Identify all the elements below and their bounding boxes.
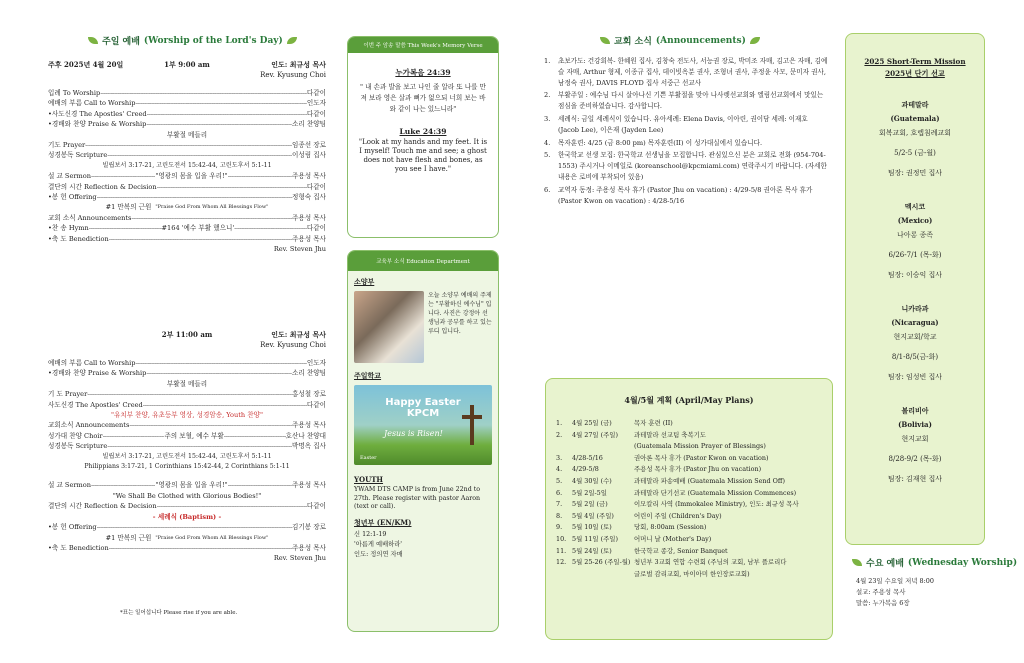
dotted-leader: [147, 109, 307, 119]
plan-number: 1.: [556, 419, 563, 427]
order-item-leader: 호산나 찬양대: [285, 431, 326, 440]
order-list: [48, 88, 326, 130]
plan-number: [556, 441, 572, 453]
wednesday-title: 수요 예배: [866, 559, 904, 569]
order-item-label: 사도신경 The Apostles' Creed: [48, 400, 143, 409]
mission-country-ko: 니카라과: [901, 304, 929, 313]
announcement-text: 초보가도: 건강회복- 한혜원 집사, 김창숙 전도사, 서능권 장로, 박미조 자매, 김고은 자매, 김예슬 자매, Arthur 형제, 이종규 집사, 데이빗옥분 권사, 조형녀 권사, 주정윤 사모, 문미자 권사, 남정숙 권사, DAVIS FLOYD 집사 서중근 선교사: [558, 57, 828, 87]
memory-verse-en: "Look at my hands and my feet. It is I myself! Touch me and see; a ghost does not have flesh and bones, as you see I have.": [358, 138, 488, 173]
plan-date: 5월 24일 (토): [572, 546, 612, 555]
dotted-leader: [143, 400, 307, 410]
dotted-leader: [107, 150, 292, 160]
worship-heading: [88, 34, 297, 47]
youth-dept-title: 소양부: [354, 277, 375, 286]
order-item-leader: 다같이: [306, 109, 326, 118]
benediction-leader: Rev. Steven Jhu: [273, 554, 326, 563]
order-item-label: •축 도 Benediction: [48, 234, 109, 243]
dotted-leader: [228, 480, 292, 490]
leaf-icon: [287, 37, 297, 44]
plan-row: [556, 499, 826, 511]
order-line: [48, 171, 326, 181]
dotted-leader: [85, 140, 292, 150]
order-item-leader: 정형숙 집사: [292, 193, 326, 202]
order-item-label: 교회소식 Announcements: [48, 421, 130, 430]
dotted-leader: [89, 223, 162, 233]
plan-number: 10.: [556, 534, 567, 543]
wednesday-line-2: 설교: 주용성 목사: [856, 588, 906, 596]
plan-number: [556, 569, 572, 581]
mission-place: 회복교회, 호렙침례교회: [878, 129, 952, 137]
order-item-leader: 주용성 목사: [292, 172, 326, 181]
order-item-label: 입례 To Worship: [48, 89, 101, 97]
plan-row: [556, 418, 826, 430]
plan-event: 목자 훈련 (II): [634, 419, 673, 427]
order-item-leader: 임종선 장로: [292, 141, 326, 150]
young-adult-title: 청년부 (EN/KM): [354, 517, 412, 527]
mission-country-ko: 볼리비아: [901, 406, 929, 415]
order-item-label: 결단의 시간 Reflection & Decision: [48, 182, 157, 191]
announcements-title: 교회 소식: [614, 37, 652, 47]
order-line: [48, 543, 326, 553]
plan-date: 5월 25-26 (주일-월): [572, 558, 631, 567]
announcement-number: 4.: [544, 138, 551, 147]
mission-leader: 팀장: 김재현 집사: [887, 475, 943, 483]
education-box: [347, 250, 499, 632]
order-item-label: 성경봉독 Scripture: [48, 151, 108, 160]
plans-box: [545, 378, 833, 640]
order-list: [48, 522, 326, 532]
wednesday-line-1: 4월 23일 수요일 저녁 8:00: [856, 577, 934, 585]
order-line: [48, 358, 326, 368]
mission-place: 현지교회: [901, 435, 929, 443]
mission-country-ko: 멕시코: [904, 202, 926, 211]
plan-date: 4월 27일 (주일): [572, 430, 618, 439]
order-item-label: 결단의 시간 Reflection & Decision: [48, 502, 157, 511]
announcements-heading: [600, 34, 760, 47]
order-line: [48, 501, 326, 511]
plan-date: 4/28-5/16: [572, 453, 603, 462]
education-header: 교육부 소식 Education Department: [348, 251, 498, 271]
mission-country-ko: 과테말라: [901, 100, 929, 109]
order-line: [48, 140, 326, 150]
worship-title: 주일 예배: [102, 37, 140, 47]
baptism-line: - 세례식 (Baptism) -: [152, 512, 222, 521]
doxology: #1 만복의 근원: [105, 203, 152, 212]
cross-icon: [470, 405, 474, 445]
mission-country-en: (Nicaragua): [891, 318, 939, 327]
order-item-leader: 소리 찬양팀: [292, 120, 326, 129]
announcement-text: 세례식: 금일 세례식이 있습니다. 유아세례: Elena Davis, 이아린, 권이담 세례: 이재호 (Jacob Lee), 이은재 (Jayden Lee): [558, 114, 808, 134]
plan-event: 이모칼리 사역 (Immokalee Ministry), 인도: 최규성 목사: [634, 500, 799, 509]
announcement-item: [544, 90, 830, 112]
order-list: [48, 480, 326, 490]
plan-number: 2.: [556, 430, 563, 439]
order-item-leader: 박명옥 집사: [292, 442, 326, 451]
benediction-leader: Rev. Steven Jhu: [273, 245, 326, 254]
announcement-item: [544, 114, 830, 136]
dotted-leader: [87, 389, 292, 399]
announcement-text: 한국학교 선생 모집: 한국학교 선생님을 모집합니다. 관심있으신 분은 교회로 전화 (954-704-1553) 주시거나 이메일로 (koreanschool@kpcmiami.com) 연락주시기 바랍니다. (자세한 내용은 로비에 부착되어 있음): [558, 151, 827, 181]
mission-group: [846, 302, 984, 384]
plan-date: 5월 4일 (주일): [572, 511, 614, 520]
order-item-leader: 다같이: [306, 502, 326, 511]
scripture-ref-en: Philippians 3:17-21, 1 Corinthians 15:42-44, 2 Corinthians 5:1-11: [84, 463, 290, 471]
plan-row: [556, 488, 826, 500]
special-program: "유치부 찬양, 유초등부 영상, 성경암송, Youth 찬양": [110, 411, 264, 420]
plan-date: 5월 11일 (주일): [572, 534, 618, 543]
plan-number: 9.: [556, 523, 563, 532]
order-item-detail: "영광의 몸을 입을 우리!": [155, 172, 228, 181]
plan-date: 4/29-5/8: [572, 465, 599, 474]
order-line: [48, 431, 326, 441]
announcement-item: [544, 56, 830, 88]
order-line: [48, 223, 326, 233]
dotted-leader: [107, 441, 292, 451]
scripture-ref: 빌립보서 3:17-21, 고린도전서 15:42-44, 고린도후서 5:1-11: [102, 161, 272, 169]
memory-verse-header: 이번 주 암송 말씀 This Week's Memory Verse: [348, 37, 498, 53]
leaf-icon: [852, 559, 862, 566]
announcement-number: 6.: [544, 185, 551, 194]
order-line: [48, 150, 326, 160]
mission-dates: 8/28-9/2 (목-화): [888, 455, 942, 463]
plan-event: 어린이 주일 (Children's Day): [634, 511, 722, 520]
mission-country-en: (Mexico): [897, 216, 933, 225]
plan-event: 권아론 목사 휴가 (Pastor Kwon on vacation): [634, 453, 769, 462]
plan-row: [556, 430, 826, 442]
young-adult-line-2: '아름게 예배하라': [354, 540, 403, 548]
plan-row: [556, 569, 826, 581]
easter-line-3: Jesus is Risen!: [384, 429, 443, 438]
doxology-en: "Praise God From Whom All Blessings Flow": [155, 534, 269, 541]
order-line: [48, 213, 326, 223]
order-list: [48, 420, 326, 451]
plans-title: 4월/5월 계획 (April/May Plans): [624, 395, 754, 405]
order-item-leader: 홍성철 장로: [292, 390, 326, 399]
announcement-item: [544, 185, 830, 207]
mission-title-ko: 2025년 단기 선교: [885, 69, 945, 78]
order-item-leader: 다같이: [306, 89, 326, 97]
order-item-leader: 다같이: [306, 400, 326, 409]
order-line: [48, 389, 326, 399]
memory-ref-en: Luke 24:39: [399, 127, 447, 136]
order-item-label: •축 도 Benediction: [48, 543, 109, 552]
order-item-leader: 주용성 목사: [292, 543, 326, 552]
order-item-label: •찬 송 Hymn: [48, 224, 89, 233]
wednesday-details: [856, 576, 934, 609]
order-item-label: •경배와 찬양 Praise & Worship: [48, 120, 147, 129]
plans-list: [556, 418, 826, 580]
celebrate-line: 부활절 메들리: [166, 130, 208, 139]
order-item-leader: 이성림 집사: [292, 151, 326, 160]
order-list: [48, 389, 326, 410]
mission-leader: 팀장: 임성빈 집사: [887, 373, 943, 381]
announcement-item: [544, 150, 830, 182]
plan-event: 글로벌 감리교회, 마이아미 한인장로교회): [634, 569, 750, 578]
wednesday-title-en: (Wednesday Worship): [907, 557, 1018, 568]
order-list: [48, 543, 326, 553]
plan-date: 4월 30일 (수): [572, 476, 612, 485]
plan-date: [572, 569, 634, 581]
mission-box: [845, 33, 985, 545]
mission-dates: 6/26-7/1 (목-화): [888, 251, 942, 259]
announcement-text: 부활주일 : 예수님 다시 살아나신 기쁜 부활절을 맞아 나사렛선교회와 엘림선교회에서 맛있는 점심을 준비하였습니다. 감사합니다.: [558, 91, 824, 111]
plan-number: 7.: [556, 500, 563, 509]
plan-number: 12.: [556, 558, 567, 567]
plan-row: [556, 441, 826, 453]
order-list: [48, 171, 326, 202]
young-adult-line-1: 신 12:1-19: [354, 530, 387, 538]
wednesday-line-3: 말씀: 누가복음 6장: [856, 599, 910, 607]
order-item-label: 설 교 Sermon: [48, 172, 91, 181]
plan-row: [556, 476, 826, 488]
dotted-leader: [91, 171, 155, 181]
dotted-leader: [97, 522, 293, 532]
youth-dept-text: 오늘 소양부 예배의 주제는 "부활하신 예수님" 입니다. 사진은 강정아 선생님과 공부를 하고 있는 루디 입니다.: [428, 292, 492, 335]
order-item-leader: 주용성 목사: [292, 481, 326, 490]
order-item-label: 성가대 찬양 Choir: [48, 431, 103, 440]
service-2: [48, 330, 326, 564]
order-item-leader: 주용성 목사: [292, 213, 326, 222]
dotted-leader: [109, 234, 292, 244]
order-item-label: 예배의 부름 Call to Worship: [48, 99, 136, 108]
plan-date: 5월 2일-5일: [572, 488, 607, 497]
mission-country-en: (Guatemala): [890, 114, 940, 123]
leaf-icon: [88, 37, 98, 44]
mission-country-en: (Bolivia): [898, 420, 932, 429]
plan-row: [556, 453, 826, 465]
dotted-leader: [131, 213, 292, 223]
plan-event: 과테말라 파송예배 (Guatemala Mission Send Off): [634, 476, 785, 485]
dotted-leader: [157, 501, 307, 511]
dotted-leader: [234, 223, 307, 233]
order-line: [48, 522, 326, 532]
dotted-leader: [157, 182, 307, 192]
order-item-leader: 김기봉 장로: [292, 523, 326, 532]
youth-title: YOUTH: [354, 475, 384, 484]
order-item-label: 성경봉독 Scripture: [48, 442, 108, 451]
order-item-leader: 다같이: [306, 182, 326, 191]
order-list: [48, 358, 326, 379]
plan-date: 4월 25일 (금): [572, 419, 612, 427]
order-item-label: 교회 소식 Announcements: [48, 213, 132, 222]
plan-event: (Guatemala Mission Prayer of Blessings): [634, 442, 766, 451]
order-list: [48, 140, 326, 161]
order-line: [48, 400, 326, 410]
dotted-leader: [100, 88, 307, 98]
order-item-label: 기 도 Prayer: [48, 390, 88, 399]
plan-event: 주용성 목사 휴가 (Pastor Jhu on vacation): [634, 465, 762, 474]
mission-group: [846, 404, 984, 486]
plan-date: 5월 2일 (금): [572, 500, 608, 509]
order-item-label: •사도신경 The Apostles' Creed: [48, 109, 147, 118]
mission-dates: 8/1-8/5(금-화): [891, 353, 939, 361]
order-list: [48, 501, 326, 511]
doxology-en: "Praise God From Whom All Blessings Flow": [155, 204, 269, 211]
order-item-leader: 다같이: [306, 224, 326, 233]
young-adult-line-3: 인도: 정의연 자매: [354, 550, 403, 558]
service-date: 주후 2025년 4월 20일: [48, 60, 124, 69]
plan-date: [572, 441, 634, 453]
plan-row: [556, 522, 826, 534]
worship-title-en: (Worship of the Lord's Day): [143, 35, 283, 46]
plan-row: [556, 511, 826, 523]
mission-dates: 5/2-5 (금-월): [894, 149, 936, 157]
dotted-leader: [135, 358, 306, 368]
announcement-number: 5.: [544, 151, 551, 160]
youth-text: YWAM DTS CAMP is from June 22nd to 27th. Please register with pastor Aaron (text or call).: [354, 486, 481, 511]
leaf-icon: [750, 37, 760, 44]
order-line: [48, 420, 326, 430]
youth-photo: [354, 291, 424, 363]
mission-group: [846, 98, 984, 180]
service-1-time: 1부 9:00 am: [164, 60, 210, 69]
order-line: [48, 234, 326, 244]
mission-leader: 팀장: 이승익 집사: [887, 271, 943, 279]
plan-event: 과테말라 단기선교 (Guatemala Mission Commences): [634, 488, 797, 497]
announcement-item: [544, 138, 830, 149]
plan-date: 5월 10일 (토): [572, 523, 612, 532]
order-item-label: 예배의 부름 Call to Worship: [48, 359, 136, 367]
announcements-list: [544, 56, 830, 208]
mission-title-en: 2025 Short-Term Mission: [864, 57, 966, 66]
sunday-school-title: 주일학교: [354, 371, 382, 380]
order-item-leader: 인도자: [306, 99, 326, 108]
plan-row: [556, 534, 826, 546]
plan-row: [556, 546, 826, 558]
order-line: [48, 192, 326, 202]
dotted-leader: [91, 480, 155, 490]
order-item-leader: 주용성 목사: [292, 234, 326, 243]
dotted-leader: [146, 119, 292, 129]
mission-leader: 팀장: 권정민 집사: [887, 169, 943, 177]
plan-number: 5.: [556, 476, 563, 485]
plan-number: 3.: [556, 453, 563, 462]
dotted-leader: [129, 420, 292, 430]
order-item-detail: "영광의 몸을 입을 우리!": [155, 481, 228, 490]
dotted-leader: [103, 431, 165, 441]
dotted-leader: [97, 192, 293, 202]
easter-line-2: KPCM: [406, 408, 440, 419]
memory-ref-ko: 누가복음 24:39: [395, 68, 451, 77]
easter-line-1: Happy Easter: [385, 397, 461, 408]
order-line: [48, 98, 326, 108]
service-1: [48, 60, 326, 255]
plan-number: 6.: [556, 488, 563, 497]
mission-groups: [846, 98, 984, 486]
order-item-label: •경배와 찬양 Praise & Worship: [48, 369, 147, 378]
plan-event: 한국학교 종강, Senior Banquet: [634, 546, 728, 555]
order-item-label: •봉 헌 Offering: [48, 193, 97, 202]
celebrate-line: 부활절 메들리: [166, 379, 208, 388]
order-line: [48, 441, 326, 451]
doxology: #1 만복의 근원: [105, 533, 152, 542]
dotted-leader: [146, 368, 292, 378]
order-list: [48, 213, 326, 244]
announcement-number: 2.: [544, 91, 551, 100]
order-item-detail: 주의 보혈, 예수 부활: [164, 431, 224, 440]
order-item-leader: 소리 찬양팀: [292, 369, 326, 378]
memory-verse-box: [347, 36, 499, 238]
easter-banner: [354, 385, 492, 465]
dotted-leader: [228, 171, 292, 181]
order-item-label: 기도 Prayer: [48, 141, 86, 150]
sermon-title-en: "We Shall Be Clothed with Glorious Bodies!": [112, 491, 262, 500]
service-1-leader: 인도: 최규성 목사: [271, 60, 327, 69]
service-2-leader: 인도: 최규성 목사: [271, 330, 327, 339]
easter-tag: Easter: [360, 455, 377, 461]
scripture-ref: 빌립보서 3:17-21, 고린도전서 15:42-44, 고린도후서 5:1-11: [102, 452, 272, 460]
plan-number: 4.: [556, 465, 563, 474]
order-item-label: •봉 헌 Offering: [48, 523, 97, 532]
order-item-label: 설 교 Sermon: [48, 481, 91, 490]
announcement-text: 교역자 동정: 주용성 목사 휴가 (Pastor Jhu on vacation) : 4/29-5/8 권아론 목사 휴가 (Pastor Kwon on vacation) : 4/28-5/16: [558, 185, 813, 205]
mission-group: [846, 200, 984, 282]
order-line: [48, 119, 326, 129]
announcement-number: 1.: [544, 57, 551, 65]
order-item-leader: 인도자: [306, 359, 326, 367]
order-item-leader: 주용성 목사: [292, 421, 326, 430]
announcement-text: 목자훈련: 4/25 (금 8:00 pm) 목자훈련(II) 이 성가대실에서 있습니다.: [558, 138, 763, 147]
order-line: [48, 182, 326, 192]
dotted-leader: [109, 543, 292, 553]
plan-event: 과테말라 선교팀 축복기도: [634, 430, 706, 439]
plan-event: 청년부 3교회 연합 수련회 (주님의 교회, 남부 플로리다: [634, 558, 787, 567]
footnote: *표는 일어섭니다 Please rise if you are able.: [120, 610, 238, 616]
plan-number: 11.: [556, 546, 567, 555]
plan-row: [556, 557, 826, 569]
mission-place: 나아롱 종족: [896, 231, 934, 239]
announcement-number: 3.: [544, 114, 551, 123]
plan-event: 어머니 날 (Mother's Day): [634, 534, 712, 543]
mission-place: 현지교회/학교: [893, 333, 937, 341]
order-line: [48, 109, 326, 119]
plan-event: 당회, 8:00am (Session): [634, 523, 707, 532]
dotted-leader: [135, 98, 306, 108]
leaf-icon: [600, 37, 610, 44]
service-2-leader-en: Rev. Kyusung Choi: [260, 341, 326, 349]
dotted-leader: [224, 431, 286, 441]
order-line: [48, 88, 326, 98]
plan-number: 8.: [556, 511, 563, 520]
service-1-leader-en: Rev. Kyusung Choi: [260, 71, 326, 79]
announcements-title-en: (Announcements): [655, 35, 746, 46]
plan-row: [556, 464, 826, 476]
order-item-detail: #164 '예수 부활 했으니': [161, 224, 235, 233]
cross-icon-bar: [462, 415, 482, 419]
order-line: [48, 480, 326, 490]
memory-verse-ko: " 내 손과 발을 보고 나인 줄 알라 또 나를 만져 보라 영은 살과 뼈가 없으되 너희 보는 바와 같이 나는 있느니라": [360, 83, 486, 113]
order-line: [48, 368, 326, 378]
service-2-time: 2부 11:00 am: [161, 330, 213, 339]
wednesday-heading: [852, 556, 1017, 569]
